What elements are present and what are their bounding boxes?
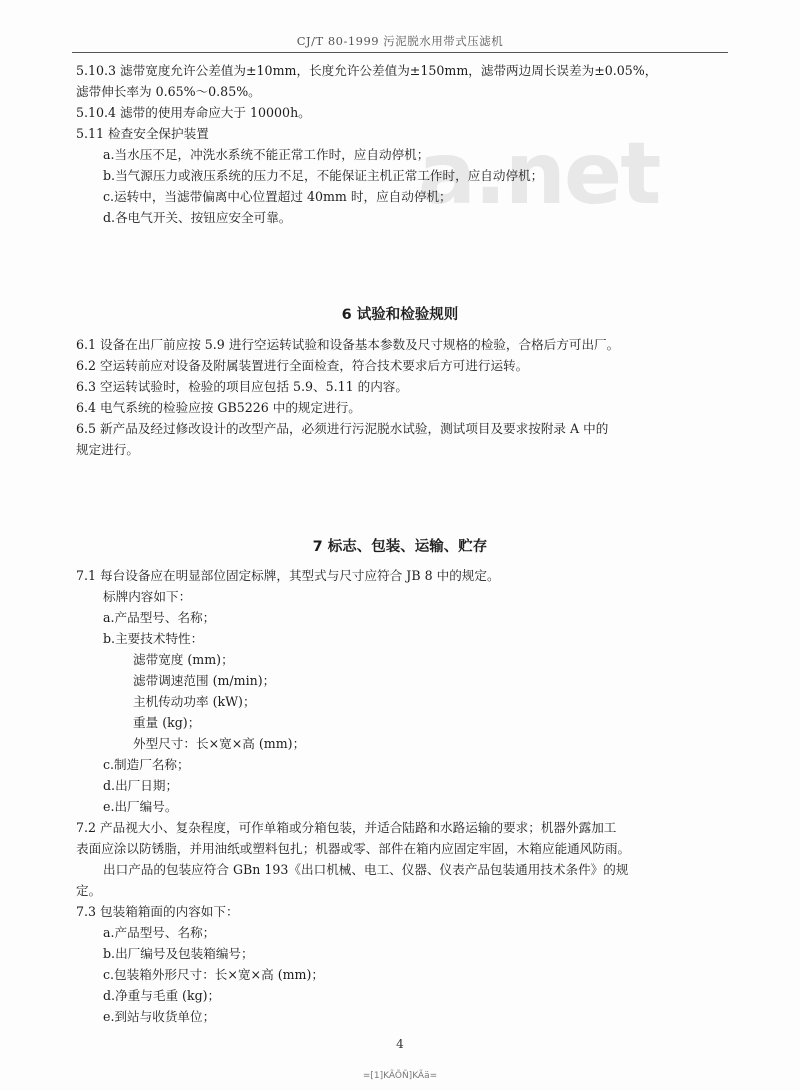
page-header: CJ/T 80-1999 污泥脱水用带式压滤机 <box>296 34 504 48</box>
text-line: 5.11 检查安全保护装置 <box>76 126 209 141</box>
text-line: c.运转中，当滤带偏离中心位置超过 40mm 时，应自动停机； <box>103 189 452 204</box>
text-line: 滤带调速范围 (m/min)； <box>133 673 276 688</box>
text-line: 7.3 包装箱箱面的内容如下： <box>76 904 239 919</box>
page-footer: =[1]KÃÕÑ]KÃä= <box>362 1071 438 1081</box>
text-line: 5.10.4 滤带的使用寿命应大于 10000h。 <box>76 105 311 120</box>
text-line: 规定进行。 <box>76 442 139 457</box>
text-line: b.出厂编号及包装箱编号； <box>103 946 254 961</box>
text-line: 6.2 空运转前应对设备及附属装置进行全面检查，符合技术要求后方可进行运转。 <box>76 358 529 373</box>
text-line: a.产品型号、名称； <box>103 925 216 940</box>
text-line: 6.1 设备在出厂前应按 5.9 进行空运转试验和设备基本参数及尺寸规格的检验，合格后方可出厂。 <box>76 337 620 352</box>
text-line: 主机传动功率 (kW)； <box>133 694 256 709</box>
text-line: d.净重与毛重 (kg)； <box>103 988 221 1003</box>
text-line: e.出厂编号。 <box>103 799 178 814</box>
text-line: 7.1 每台设备应在明显部位固定标牌，其型式与尺寸应符合 JB 8 中的规定。 <box>76 568 500 583</box>
text-line: c.制造厂名称； <box>103 757 190 772</box>
text-line: 标牌内容如下： <box>103 589 192 604</box>
text-line: 6.3 空运转试验时，检验的项目应包括 5.9、5.11 的内容。 <box>76 379 408 394</box>
text-line: 定。 <box>76 883 102 898</box>
page-number: 4 <box>396 1037 404 1051</box>
text-line: 表面应涂以防锈脂，并用油纸或塑料包扎；机器或零、部件在箱内应固定牢固，木箱应能通风防雨。 <box>76 841 631 856</box>
text-line: c.包装箱外形尺寸：长×宽×高 (mm)； <box>103 967 324 982</box>
text-line: 6.5 新产品及经过修改设计的改型产品，必须进行污泥脱水试验，测试项目及要求按附录 A 中的 <box>76 421 609 436</box>
text-line: d.出厂日期； <box>103 778 179 793</box>
section-7-title: 7 标志、包装、运输、贮存 <box>312 539 488 555</box>
text-line: d.各电气开关、按钮应安全可靠。 <box>103 210 292 225</box>
text-line: a.当水压不足，冲洗水系统不能正常工作时，应自动停机； <box>103 147 430 162</box>
text-line: 重量 (kg)； <box>133 715 201 730</box>
header-rule <box>72 52 728 53</box>
text-line: 5.10.3 滤带宽度允许公差值为±10mm，长度允许公差值为±150mm，滤带两边周长误差为±0.05%， <box>76 63 658 78</box>
text-line: b.当气源压力或液压系统的压力不足，不能保证主机正常工作时，应自动停机； <box>103 168 544 183</box>
text-line: 6.4 电气系统的检验应按 GB5226 中的规定进行。 <box>76 400 361 415</box>
text-line: 滤带伸长率为 0.65%～0.85%。 <box>76 84 261 99</box>
text-line: 出口产品的包装应符合 GBn 193《出口机械、电工、仪器、仪表产品包装通用技术条件》的规 <box>103 862 629 877</box>
text-line: 滤带宽度 (mm)； <box>133 652 234 667</box>
watermark: a.net <box>418 124 660 224</box>
text-line: 外型尺寸：长×宽×高 (mm)； <box>133 736 306 751</box>
section-6-title: 6 试验和检验规则 <box>341 307 459 323</box>
text-line: b.主要技术特性： <box>103 631 204 646</box>
text-line: 7.2 产品视大小、复杂程度，可作单箱或分箱包装，并适合陆路和水路运输的要求；机器外露加工 <box>76 820 617 835</box>
text-line: a.产品型号、名称； <box>103 610 216 625</box>
text-line: e.到站与收货单位； <box>103 1009 216 1024</box>
